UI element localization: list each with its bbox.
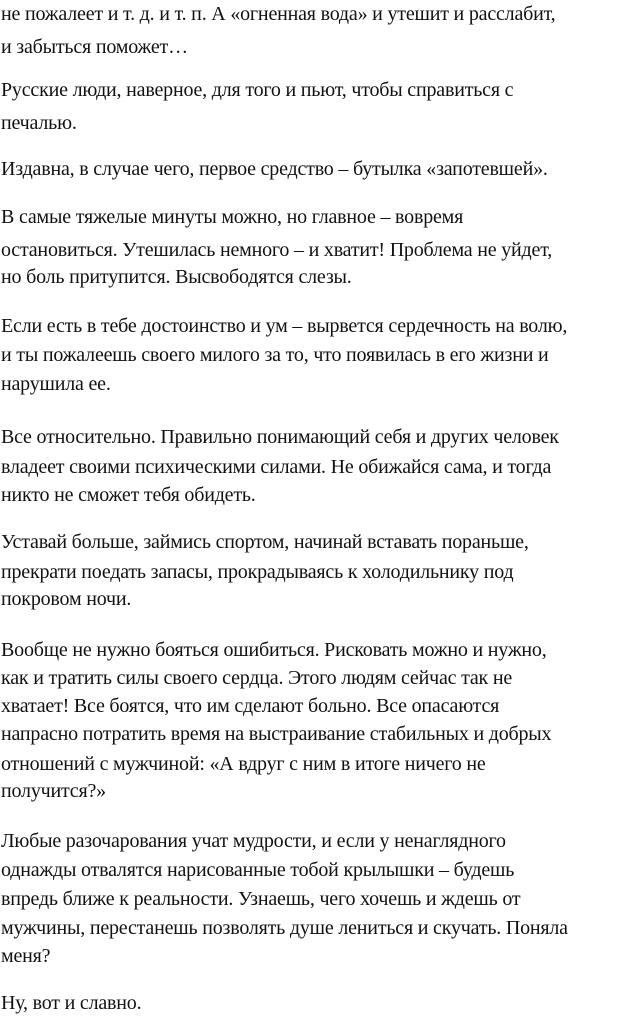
text-line: Любые разочарования учат мудрости, и если у ненаглядного [1,830,506,852]
text-line: Все относительно. Правильно понимающий себя и других человек [1,426,559,448]
text-line: владеет своими психическими силами. Не обижайся сама, и тогда [1,456,552,478]
text-line: Если есть в тебе достоинство и ум – вырвется сердечность на волю, [1,315,568,337]
text-line: и ты пожалеешь своего милого за то, что появилась в его жизни и [1,344,549,366]
text-line: однажды отвалятся нарисованные тобой крылышки – будешь [1,859,515,881]
text-line: Уставай больше, займись спортом, начинай вставать пораньше, [1,531,529,553]
text-line: Русские люди, наверное, для того и пьют, чтобы справиться с [1,79,514,101]
text-line: не пожалеет и т. д. и т. п. А «огненная вода» и утешит и расслабит, [1,3,556,25]
text-line: но боль притупится. Высвободятся слезы. [1,266,352,288]
text-line: меня? [1,945,51,967]
text-line: и забыться поможет… [1,36,188,58]
text-line: Вообще не нужно бояться ошибиться. Рисковать можно и нужно, [1,639,547,661]
text-line: получится?» [1,780,106,802]
text-line: отношений с мужчиной: «А вдруг с ним в итоге ничего не [1,753,486,775]
text-line: как и тратить силы своего сердца. Этого людям сейчас так не [1,667,513,689]
text-line: впредь ближе к реальности. Узнаешь, чего хочешь и ждешь от [1,888,521,910]
text-line: остановиться. Утешилась немного – и хватит! Проблема не уйдет, [1,239,553,261]
text-line: никто не сможет тебя обидеть. [1,484,256,506]
text-line: хватает! Все боятся, что им сделают больно. Все опасаются [1,695,500,717]
text-line: Издавна, в случае чего, первое средство – бутылка «запотевшей». [1,158,548,180]
text-line: напрасно потратить время на выстраивание стабильных и добрых [1,723,552,745]
text-line: В самые тяжелые минуты можно, но главное – вовремя [1,206,464,228]
text-line: нарушила ее. [1,373,111,395]
text-line: мужчины, перестанешь позволять душе лениться и скучать. Поняла [1,917,568,939]
text-line: печалью. [1,112,77,134]
text-line: покровом ночи. [1,588,132,610]
text-line: прекрати поедать запасы, прокрадываясь к холодильнику под [1,561,514,583]
text-line: Ну, вот и славно. [1,992,142,1014]
